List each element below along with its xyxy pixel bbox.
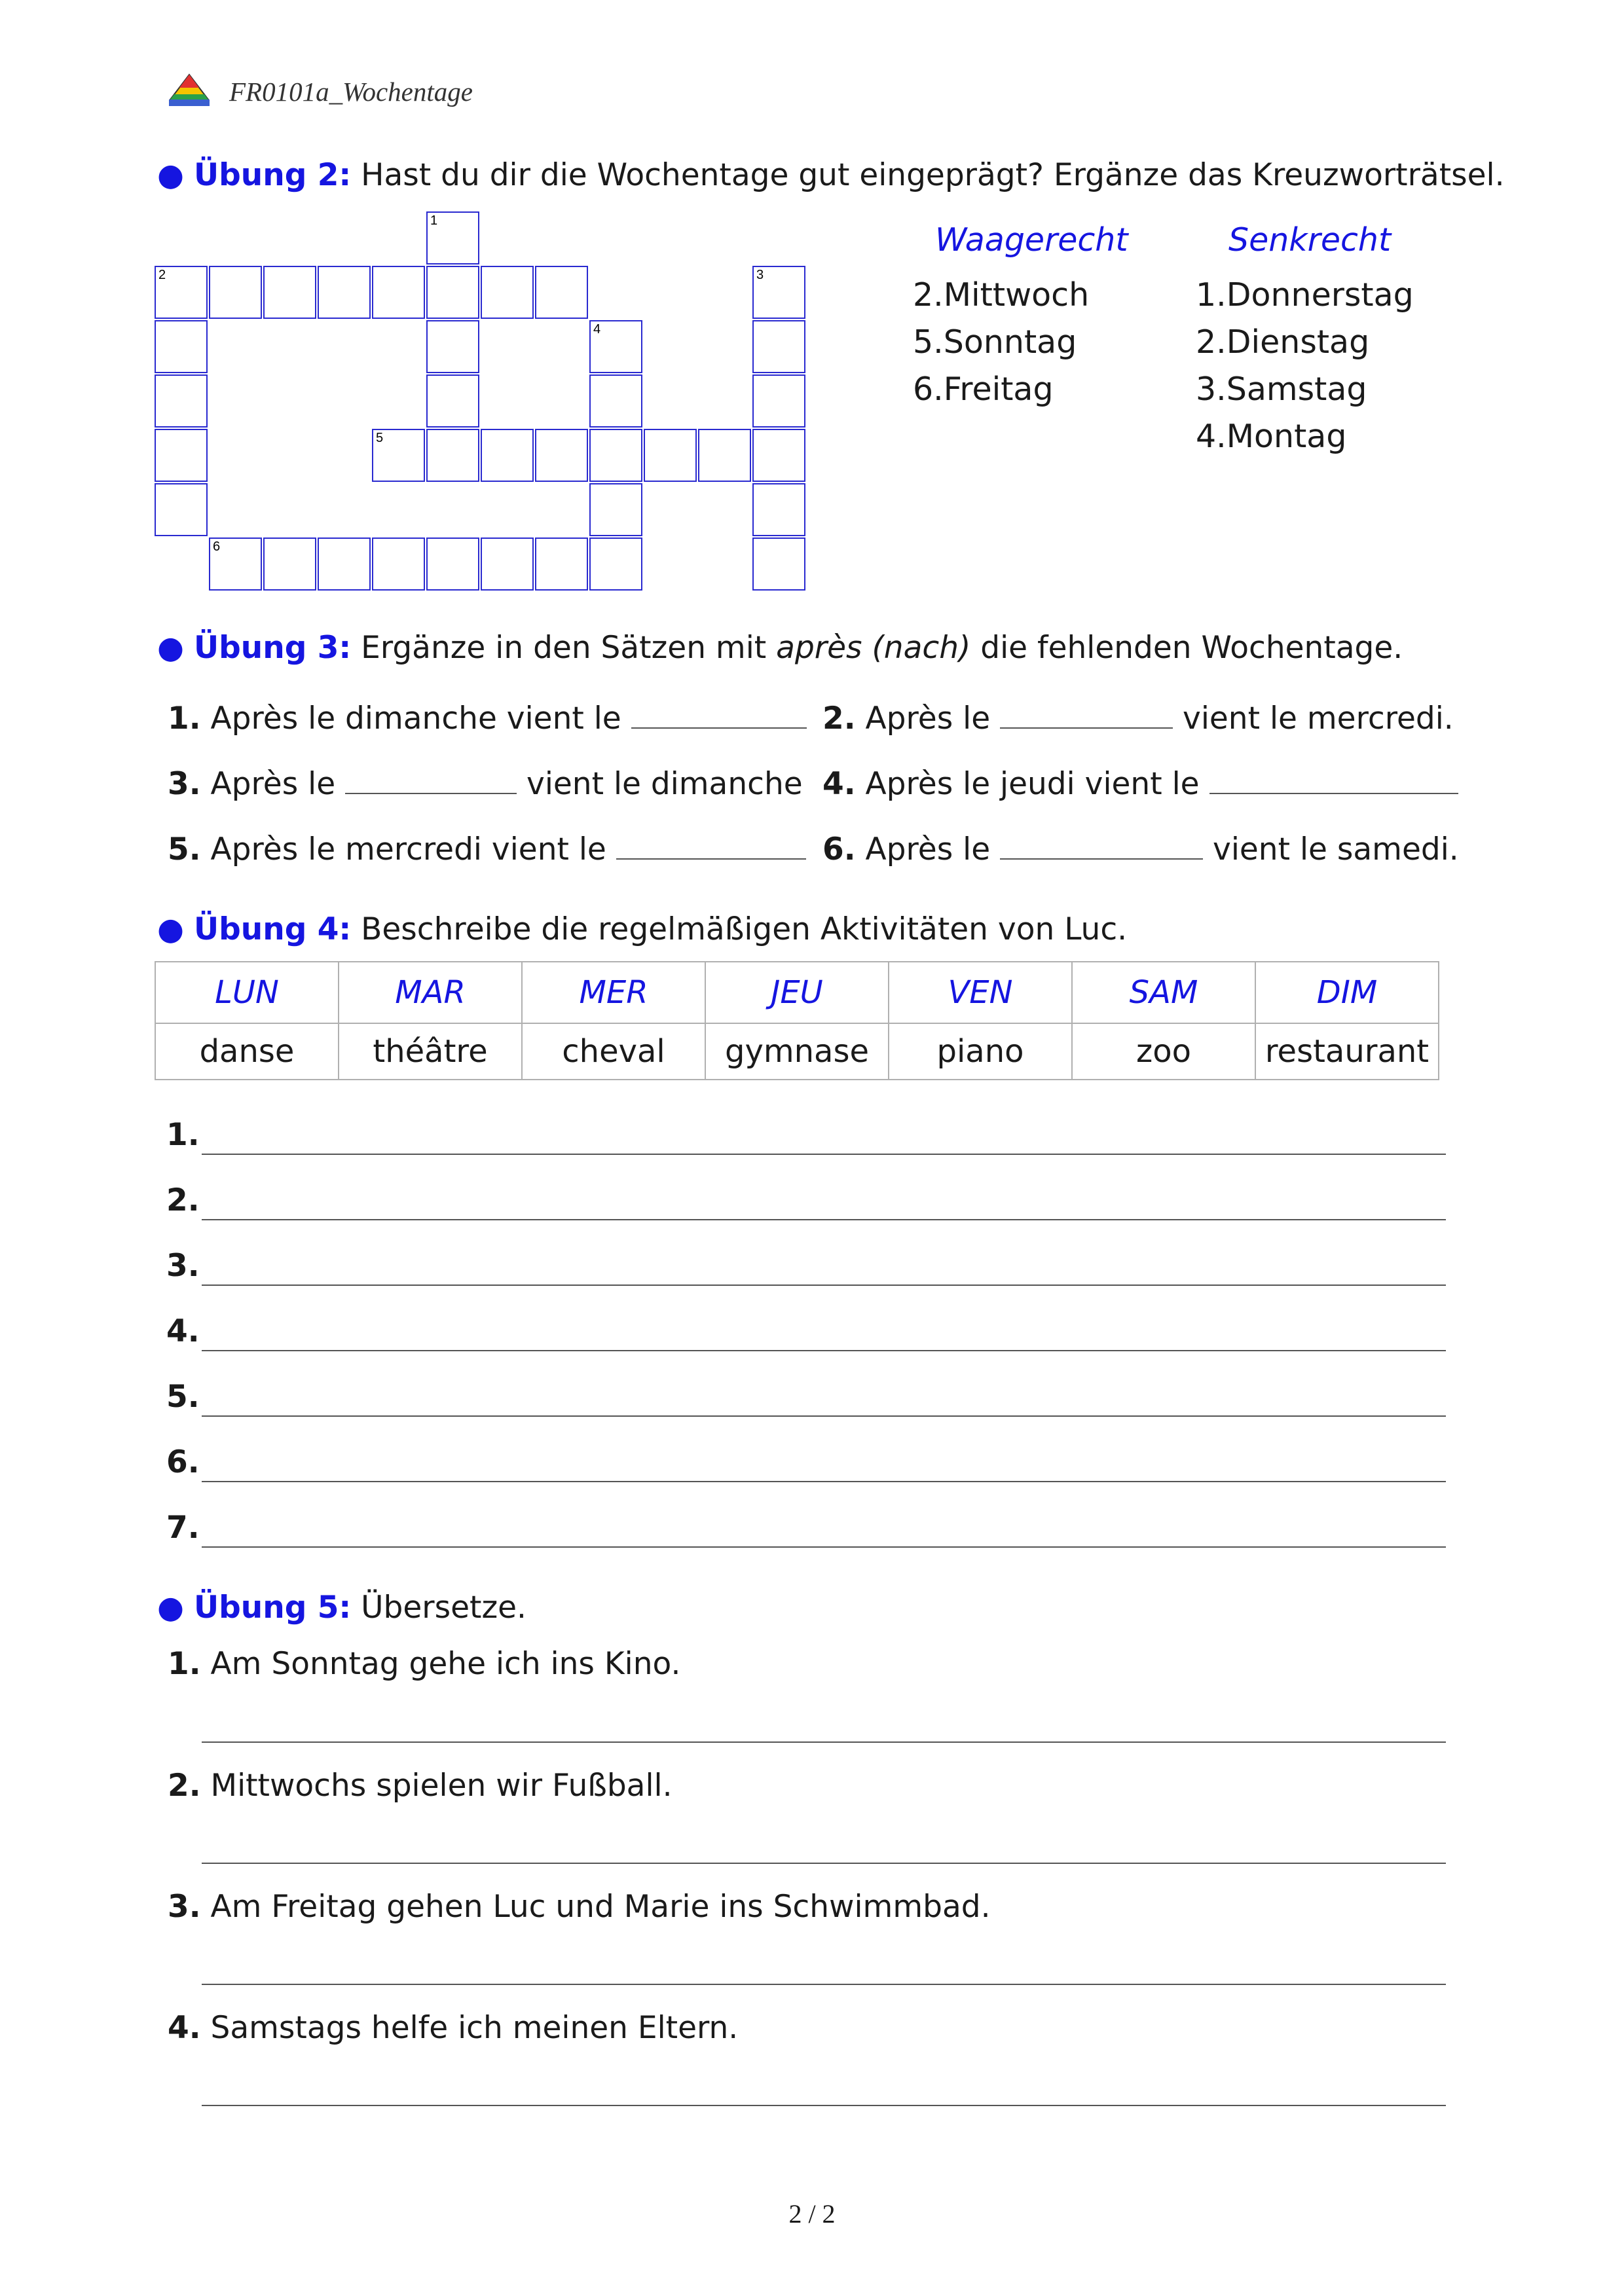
crossword-cell[interactable] (589, 483, 642, 536)
crossword-cell[interactable] (318, 538, 371, 591)
activities-table (155, 961, 1439, 1080)
write-line[interactable] (202, 2105, 1446, 2106)
day-header: DIM (1255, 962, 1439, 1023)
answer-blank[interactable] (616, 858, 806, 860)
exercise-4-title: ● Übung 4: Beschreibe die regelmäßigen Aktivitäten von Luc. (157, 911, 1128, 947)
activity-cell: danse (155, 1023, 339, 1080)
page-number: 2 / 2 (788, 2199, 836, 2229)
crossword-cell[interactable] (752, 483, 805, 536)
activity-cell: gymnase (705, 1023, 889, 1080)
crossword-cell[interactable] (752, 320, 805, 373)
activity-cell: zoo (1072, 1023, 1255, 1080)
crossword-cell-number: 4 (593, 322, 601, 337)
crossword-cell[interactable] (155, 320, 208, 373)
crossword-cell[interactable] (481, 538, 534, 591)
translation-item: 4. Samstags helfe ich meinen Eltern. (168, 2010, 739, 2046)
crossword-cell[interactable] (752, 266, 805, 319)
crossword-cell-number: 6 (213, 539, 221, 554)
answer-blank[interactable] (631, 727, 807, 729)
crossword-cell[interactable] (426, 374, 479, 428)
crossword-cell[interactable] (589, 429, 642, 482)
exercise-5-number: Übung 5: (193, 1590, 352, 1626)
exercise-5-title: ● Übung 5: Übersetze. (157, 1590, 526, 1626)
write-line[interactable] (202, 1546, 1446, 1548)
clue-across: 2.Mittwoch (913, 276, 1090, 314)
crossword-cell-number: 5 (376, 431, 384, 445)
crossword-cell[interactable] (209, 266, 262, 319)
exercise-4-number: Übung 4: (193, 911, 352, 947)
write-line[interactable] (202, 1481, 1446, 1482)
day-header: MAR (339, 962, 522, 1023)
crossword-cell[interactable] (318, 266, 371, 319)
crossword-cell-number: 3 (756, 268, 764, 282)
crossword-cell[interactable] (535, 429, 588, 482)
clues-down-title: Senkrecht (1228, 221, 1392, 259)
crossword-cell[interactable] (155, 429, 208, 482)
clue-down: 1.Donnerstag (1196, 276, 1414, 314)
day-header: MER (522, 962, 705, 1023)
write-line[interactable] (202, 1219, 1446, 1220)
sentence-4: 4. Après le jeudi vient le (822, 766, 1458, 802)
crossword-cell[interactable] (426, 429, 479, 482)
crossword-cell[interactable] (698, 429, 751, 482)
exercise-2-instruction: Hast du dir die Wochentage gut eingeprägt? Ergänze das Kreuzworträtsel. (351, 157, 1505, 193)
clue-down: 2.Dienstag (1196, 323, 1370, 361)
crossword-cell[interactable] (535, 266, 588, 319)
day-header: LUN (155, 962, 339, 1023)
write-line-number: 2. (166, 1182, 200, 1218)
write-line-number: 3. (166, 1248, 200, 1284)
crossword-cell-number: 2 (158, 268, 166, 282)
write-line[interactable] (202, 1984, 1446, 1985)
crossword-cell[interactable] (155, 266, 208, 319)
crossword-cell[interactable] (644, 429, 697, 482)
crossword-cell[interactable] (752, 374, 805, 428)
write-line-number: 7. (166, 1510, 200, 1546)
crossword-cell[interactable] (589, 320, 642, 373)
crossword-cell[interactable] (589, 374, 642, 428)
activity-cell: piano (889, 1023, 1072, 1080)
answer-blank[interactable] (1000, 727, 1173, 729)
crossword-cell-number: 1 (430, 213, 438, 228)
clue-down: 3.Samstag (1196, 371, 1367, 408)
crossword-cell[interactable] (372, 429, 425, 482)
answer-blank[interactable] (1209, 792, 1458, 794)
write-line[interactable] (202, 1285, 1446, 1286)
document-id: FR0101a_Wochentage (229, 77, 473, 107)
crossword-cell[interactable] (426, 266, 479, 319)
crossword-cell[interactable] (752, 429, 805, 482)
write-line-number: 1. (166, 1117, 200, 1153)
clue-down: 4.Montag (1196, 418, 1347, 455)
clues-across-title: Waagerecht (935, 221, 1128, 259)
exercise-2-title: ● Übung 2: Hast du dir die Wochentage gut eingeprägt? Ergänze das Kreuzworträtsel. (157, 157, 1505, 193)
answer-blank[interactable] (1000, 858, 1203, 860)
exercise-3-title: ● Übung 3: Ergänze in den Sätzen mit après (nach) die fehlenden Wochentage. (157, 630, 1403, 666)
crossword-cell[interactable] (155, 483, 208, 536)
crossword-cell[interactable] (535, 538, 588, 591)
crossword-cell[interactable] (426, 211, 479, 264)
crossword-cell[interactable] (589, 538, 642, 591)
sentence-6: 6. Après le vient le samedi. (822, 831, 1459, 867)
clue-across: 6.Freitag (913, 371, 1054, 408)
day-header: JEU (705, 962, 889, 1023)
write-line[interactable] (202, 1154, 1446, 1155)
translation-item: 1. Am Sonntag gehe ich ins Kino. (168, 1646, 681, 1682)
write-line[interactable] (202, 1350, 1446, 1351)
crossword-cell[interactable] (372, 266, 425, 319)
write-line-number: 6. (166, 1444, 200, 1480)
crossword-cell[interactable] (481, 266, 534, 319)
crossword-cell[interactable] (372, 538, 425, 591)
write-line[interactable] (202, 1741, 1446, 1743)
write-line-number: 5. (166, 1379, 200, 1415)
crossword-cell[interactable] (209, 538, 262, 591)
sentence-5: 5. Après le mercredi vient le (168, 831, 806, 867)
day-header: SAM (1072, 962, 1255, 1023)
exercise-2-number: Übung 2: (193, 157, 352, 193)
translation-item: 2. Mittwochs spielen wir Fußball. (168, 1768, 673, 1804)
activity-cell: restaurant (1255, 1023, 1439, 1080)
crossword-cell[interactable] (426, 320, 479, 373)
sentence-2: 2. Après le vient le mercredi. (822, 701, 1454, 737)
crossword-cell[interactable] (426, 538, 479, 591)
write-line-number: 4. (166, 1313, 200, 1349)
crossword-cell[interactable] (481, 429, 534, 482)
sentence-1: 1. Après le dimanche vient le (168, 701, 807, 737)
crossword-cell[interactable] (155, 374, 208, 428)
crossword-cell[interactable] (263, 266, 316, 319)
exercise-3-number: Übung 3: (193, 630, 352, 666)
activity-cell: cheval (522, 1023, 705, 1080)
translation-item: 3. Am Freitag gehen Luc und Marie ins Schwimmbad. (168, 1889, 991, 1925)
write-line[interactable] (202, 1415, 1446, 1417)
write-line[interactable] (202, 1863, 1446, 1864)
colorful-pyramid-logo-icon (168, 73, 211, 107)
crossword-cell[interactable] (752, 538, 805, 591)
crossword-cell[interactable] (263, 538, 316, 591)
answer-blank[interactable] (345, 792, 517, 794)
activity-cell: théâtre (339, 1023, 522, 1080)
day-header: VEN (889, 962, 1072, 1023)
sentence-3: 3. Après le vient le dimanche (168, 766, 803, 802)
clue-across: 5.Sonntag (913, 323, 1077, 361)
